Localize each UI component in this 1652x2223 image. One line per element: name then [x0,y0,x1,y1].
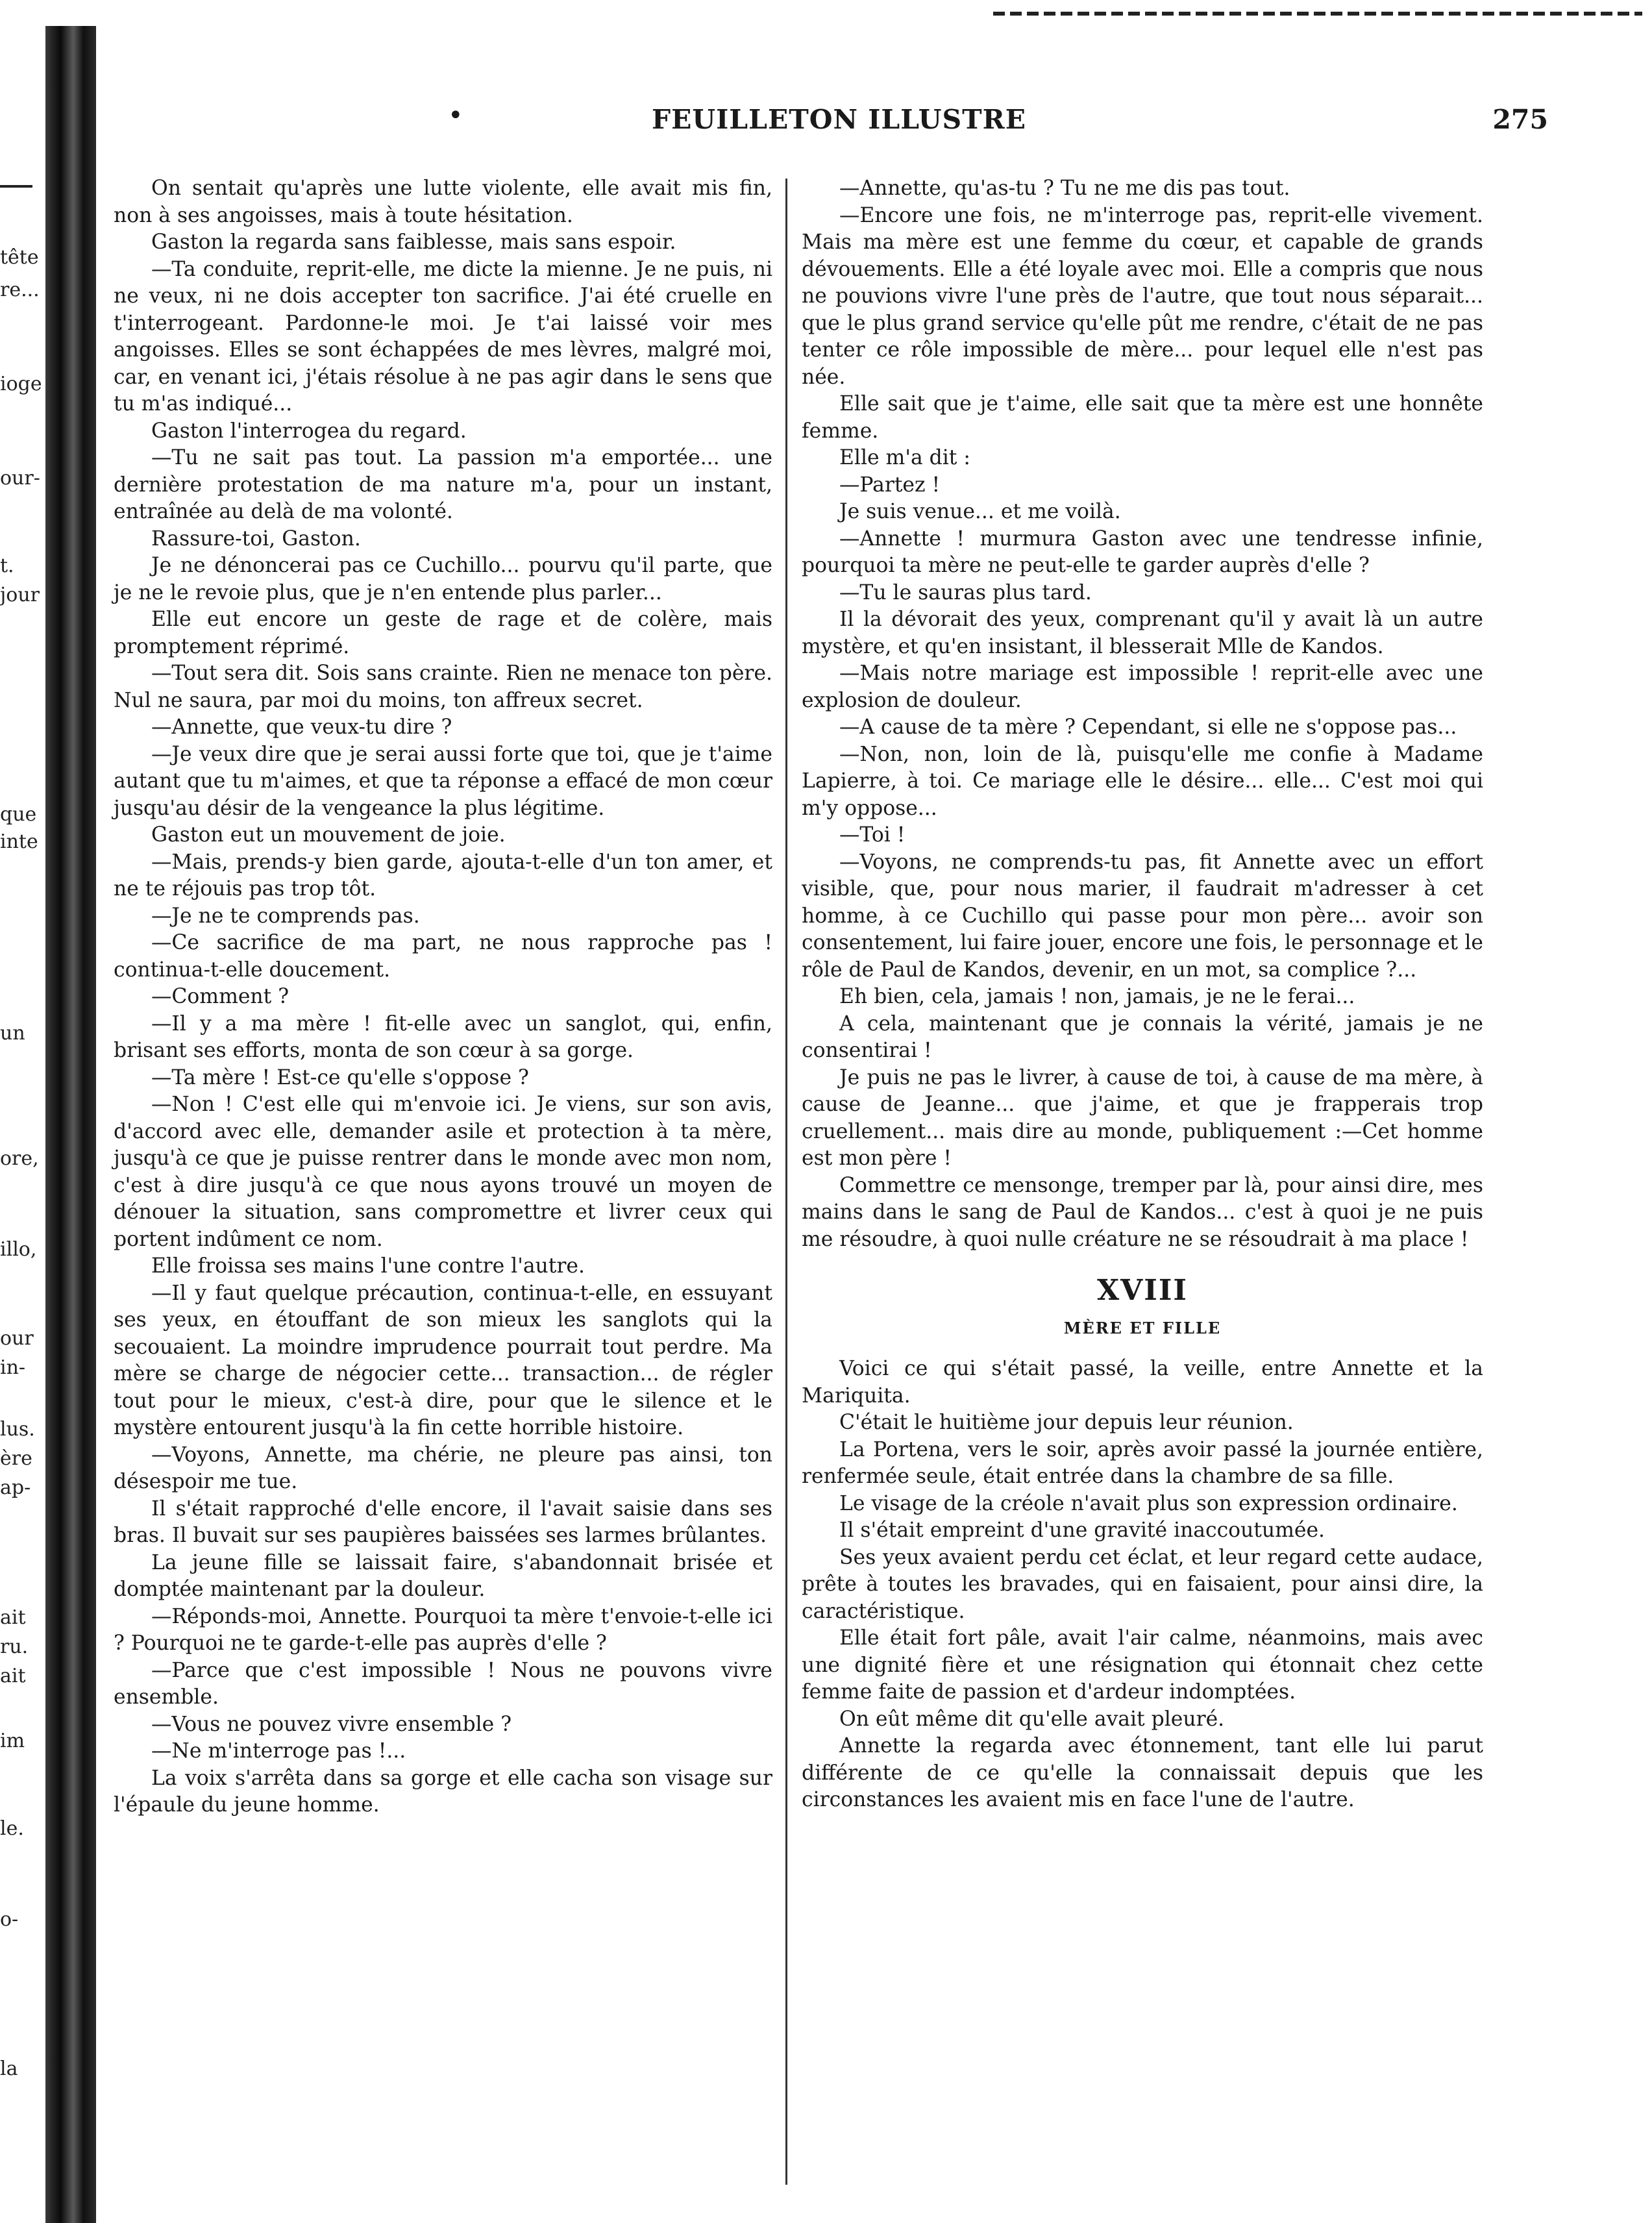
paragraph: Je suis venue... et me voilà. [839,500,1121,523]
gutter-fragment: ap- [0,1476,31,1499]
paragraph: Annette la regarda avec étonnement, tant elle lui parut différente de ce qu'elle la connaissait depuis que les circonstances les avaient mis en face l'une de l'autre. [802,1734,1483,1811]
paragraph: Je ne dénoncerai pas ce Cuchillo... pourvu qu'il parte, que je ne le revoie plus, que je n'en entende plus parler... [114,554,772,604]
paragraph: —Annette, que veux-tu dire ? [151,715,452,739]
gutter-fragment: o- [0,1908,19,1931]
paragraph: —Non ! C'est elle qui m'envoie ici. Je viens, sur son avis, d'accord avec elle, demander asile et protection à ta mère, jusqu'à ce que je puisse rentrer dans le monde avec mon nom, c'est à dire jusqu'à ce que nous ayons trouvé un moyen de dénouer la situation, sans compromettre et livrer ceux qui portent indûment ce nom. [114,1093,772,1251]
paragraph: —Partez ! [839,473,941,497]
right-column [802,175,1483,2194]
gutter-fragment: le. [0,1817,24,1840]
paragraph: —Voyons, Annette, ma chérie, ne pleure pas ainsi, ton désespoir me tue. [114,1443,772,1493]
paragraph: —Vous ne pouvez vivre ensemble ? [151,1712,512,1736]
paragraph: A cela, maintenant que je connais la vérité, jamais je ne consentirai ! [802,1012,1483,1062]
paragraph: —Ta mère ! Est-ce qu'elle s'oppose ? [151,1065,529,1089]
top-edge-rule [993,12,1642,16]
binding-shadow [45,26,96,2223]
gutter-fragment: im [0,1730,25,1752]
paragraph: —Je ne te comprends pas. [151,904,420,928]
paragraph: Je puis ne pas le livrer, à cause de toi, à cause de ma mère, à cause de Jeanne... que j'aime, et que je frapperais trop cruellement... mais dire au monde, publiquement :—Cet homme est mon père ! [802,1065,1483,1170]
paragraph: —Non, non, loin de là, puisqu'elle me confie à Madame Lapierre, à toi. Ce mariage elle le désire... elle... C'est moi qui m'y oppose... [802,742,1483,820]
paragraph: Elle eut encore un geste de rage et de colère, mais promptement réprimé. [114,608,772,658]
paragraph: —Mais notre mariage est impossible ! reprit-elle avec une explosion de douleur. [802,662,1483,712]
paragraph: —Toi ! [839,823,906,847]
paragraph: Le visage de la créole n'avait plus son expression ordinaire. [839,1491,1458,1515]
paragraph: —Ce sacrifice de ma part, ne nous rapproche pas ! continua-t-elle doucement. [114,931,772,982]
paragraph: —Voyons, ne comprends-tu pas, fit Annette avec un effort visible, que, pour nous marier, il faudrait m'adresser à cet homme, à ce Cuchillo qui passe pour mon père... avoir son consentement, lui faire jouer, encore une fois, le personnage et le rôle de Paul de Kandos, devenir, en un mot, sa complice ?... [802,850,1483,982]
paragraph: —Réponds-moi, Annette. Pourquoi ta mère t'envoie-t-elle ici ? Pourquoi ne te garde-t-elle pas auprès d'elle ? [114,1604,772,1655]
paragraph: —Ne m'interroge pas !... [151,1739,406,1763]
paragraph: On sentait qu'après une lutte violente, elle avait mis fin, non à ses angoisses, mais à toute hésitation. [114,177,772,227]
paragraph: —A cause de ta mère ? Cependant, si elle ne s'oppose pas... [839,715,1457,739]
paragraph: Ses yeux avaient perdu cet éclat, et leur regard cette audace, prête à toutes les bravades, qui en faisaient, pour ainsi dire, la caractéristique. [802,1545,1483,1623]
gutter-fragment: ait [0,1665,26,1687]
paragraph: Elle m'a dit : [839,446,970,469]
gutter-fragment: our- [0,467,40,490]
gutter-fragment: ioge [0,373,42,395]
paragraph: Gaston l'interrogea du regard. [151,419,467,443]
paragraph: Eh bien, cela, jamais ! non, jamais, je ne le ferai... [839,985,1355,1008]
gutter-fragment: inte [0,830,38,853]
paragraph: Rassure-toi, Gaston. [151,527,361,551]
binding-gutter [0,0,114,2223]
gutter-fragment: t. [0,554,14,577]
paragraph: —Encore une fois, ne m'interroge pas, reprit-elle vivement. Mais ma mère est une femme du cœur, et capable de grands dévouements. Elle a été loyale avec moi. Elle a compris que nous ne pouvions vivre l'une près de l'autre, que tout nous séparait... que le plus grand service qu'elle pût me rendre, c'était de ne pas tenter ce rôle impossible de mère... pour lequel elle n'est pas née. [802,203,1483,389]
gutter-fragment: illo, [0,1238,37,1261]
paragraph: —Il y faut quelque précaution, continua-t-elle, en essuyant ses yeux, en étouffant de son mieux les sanglots qui la secouaient. La moindre imprudence pourrait tout perdre. Ma mère se charge de négocier cette... transaction... de régler tout pour le mieux, c'est-à dire, pour que le silence et le mystère entourent jusqu'à la fin cette horrible histoire. [114,1281,772,1439]
paragraph: —Mais, prends-y bien garde, ajouta-t-elle d'un ton amer, et ne te réjouis pas trop tôt. [114,850,772,900]
gutter-fragment: un [0,1022,25,1045]
running-header [130,103,1548,142]
paragraph: —Tu ne sait pas tout. La passion m'a emportée... une dernière protestation de ma nature m'a, pour un instant, entraînée au delà de ma volonté. [114,446,772,523]
page-title: FEUILLETON ILLUSTRE [652,104,1026,135]
gutter-fragment: tête [0,246,39,269]
paragraph: La voix s'arrêta dans sa gorge et elle cacha son visage sur l'épaule du jeune homme. [114,1766,772,1817]
gutter-fragment: jour [0,584,40,606]
gutter-fragment: our [0,1327,34,1350]
left-column [114,175,772,2194]
gutter-fragment: la [0,2057,18,2080]
paragraph: —Annette, qu'as-tu ? Tu ne me dis pas tout. [839,177,1290,200]
paragraph: —Tout sera dit. Sois sans crainte. Rien ne menace ton père. Nul ne saura, par moi du moins, ton affreux secret. [114,662,772,712]
gutter-fragment: ru. [0,1635,29,1658]
paragraph: —Je veux dire que je serai aussi forte que toi, que je t'aime autant que tu m'aimes, et que ta réponse a effacé de mon cœur jusqu'au désir de la vengeance la plus légitime. [114,742,772,820]
paragraph: Elle était fort pâle, avait l'air calme, néanmoins, mais avec une dignité fière et une résignation qui étonnait chez cette femme faite de passion et d'ardeur indomptées. [802,1626,1483,1704]
gutter-dash [0,185,32,188]
paragraph: —Comment ? [151,985,290,1008]
gutter-fragment: ore, [0,1147,39,1170]
paragraph: —Tu le sauras plus tard. [839,580,1092,604]
paragraph: Il s'était rapproché d'elle encore, il l'avait saisie dans ses bras. Il buvait sur ses paupières baissées ses larmes brûlantes. [114,1496,772,1547]
gutter-fragment: ait [0,1606,26,1629]
header-dot: • [448,101,463,130]
paragraph: Gaston la regarda sans faiblesse, mais sans espoir. [151,230,676,254]
paragraph: Gaston eut un mouvement de joie. [151,823,506,847]
paragraph: Il s'était empreint d'une gravité inaccoutumée. [839,1519,1325,1542]
paragraph: Commettre ce mensonge, tremper par là, pour ainsi dire, mes mains dans le sang de Paul de Kandos... c'est à quoi je ne puis me résoudre, à quoi nulle créature ne se résoudrait à ma place ! [802,1173,1483,1251]
paragraph: Voici ce qui s'était passé, la veille, entre Annette et la Mariquita. [802,1357,1483,1408]
gutter-fragment: lus. [0,1418,35,1441]
paragraph: —Annette ! murmura Gaston avec une tendresse infinie, pourquoi ta mère ne peut-elle te garder auprès d'elle ? [802,527,1483,577]
paragraph: C'était le huitième jour depuis leur réunion. [839,1411,1294,1434]
chapter-title: MÈRE ET FILLE [1063,1319,1222,1337]
paragraph: —Parce que c'est impossible ! Nous ne pouvons vivre ensemble. [114,1658,772,1709]
paragraph: Elle sait que je t'aime, elle sait que ta mère est une honnête femme. [802,392,1483,443]
paragraph: Il la dévorait des yeux, comprenant qu'il y avait là un autre mystère, et qu'en insistant, il blesserait Mlle de Kandos. [802,608,1483,658]
gutter-fragment: ère [0,1447,32,1470]
chapter-number: XVIII [1096,1274,1189,1307]
column-divider [785,179,787,2185]
paragraph: On eût même dit qu'elle avait pleuré. [839,1707,1225,1731]
paragraph: —Il y a ma mère ! fit-elle avec un sanglot, qui, enfin, brisant ses efforts, monta de son cœur à sa gorge. [114,1012,772,1062]
paragraph: —Ta conduite, reprit-elle, me dicte la mienne. Je ne puis, ni ne veux, ni ne dois accepter ton sacrifice. J'ai été cruelle en t'interrogeant. Pardonne-le moi. Je t'ai laissé voir mes angoisses. Elles se sont échappées de mes lèvres, malgré moi, car, en venant ici, j'étais résolue à ne pas agir dans le sens que tu m'as indiqué... [114,257,772,416]
gutter-fragment: in- [0,1356,26,1379]
gutter-fragment: re... [0,279,40,301]
paragraph: La Portena, vers le soir, après avoir passé la journée entière, renfermée seule, était entrée dans la chambre de sa fille. [802,1437,1483,1488]
paragraph: La jeune fille se laissait faire, s'abandonnait brisée et domptée maintenant par la douleur. [114,1550,772,1601]
gutter-fragment: que [0,803,37,826]
page-number: 275 [1492,104,1548,135]
paragraph: Elle froissa ses mains l'une contre l'autre. [151,1254,585,1278]
